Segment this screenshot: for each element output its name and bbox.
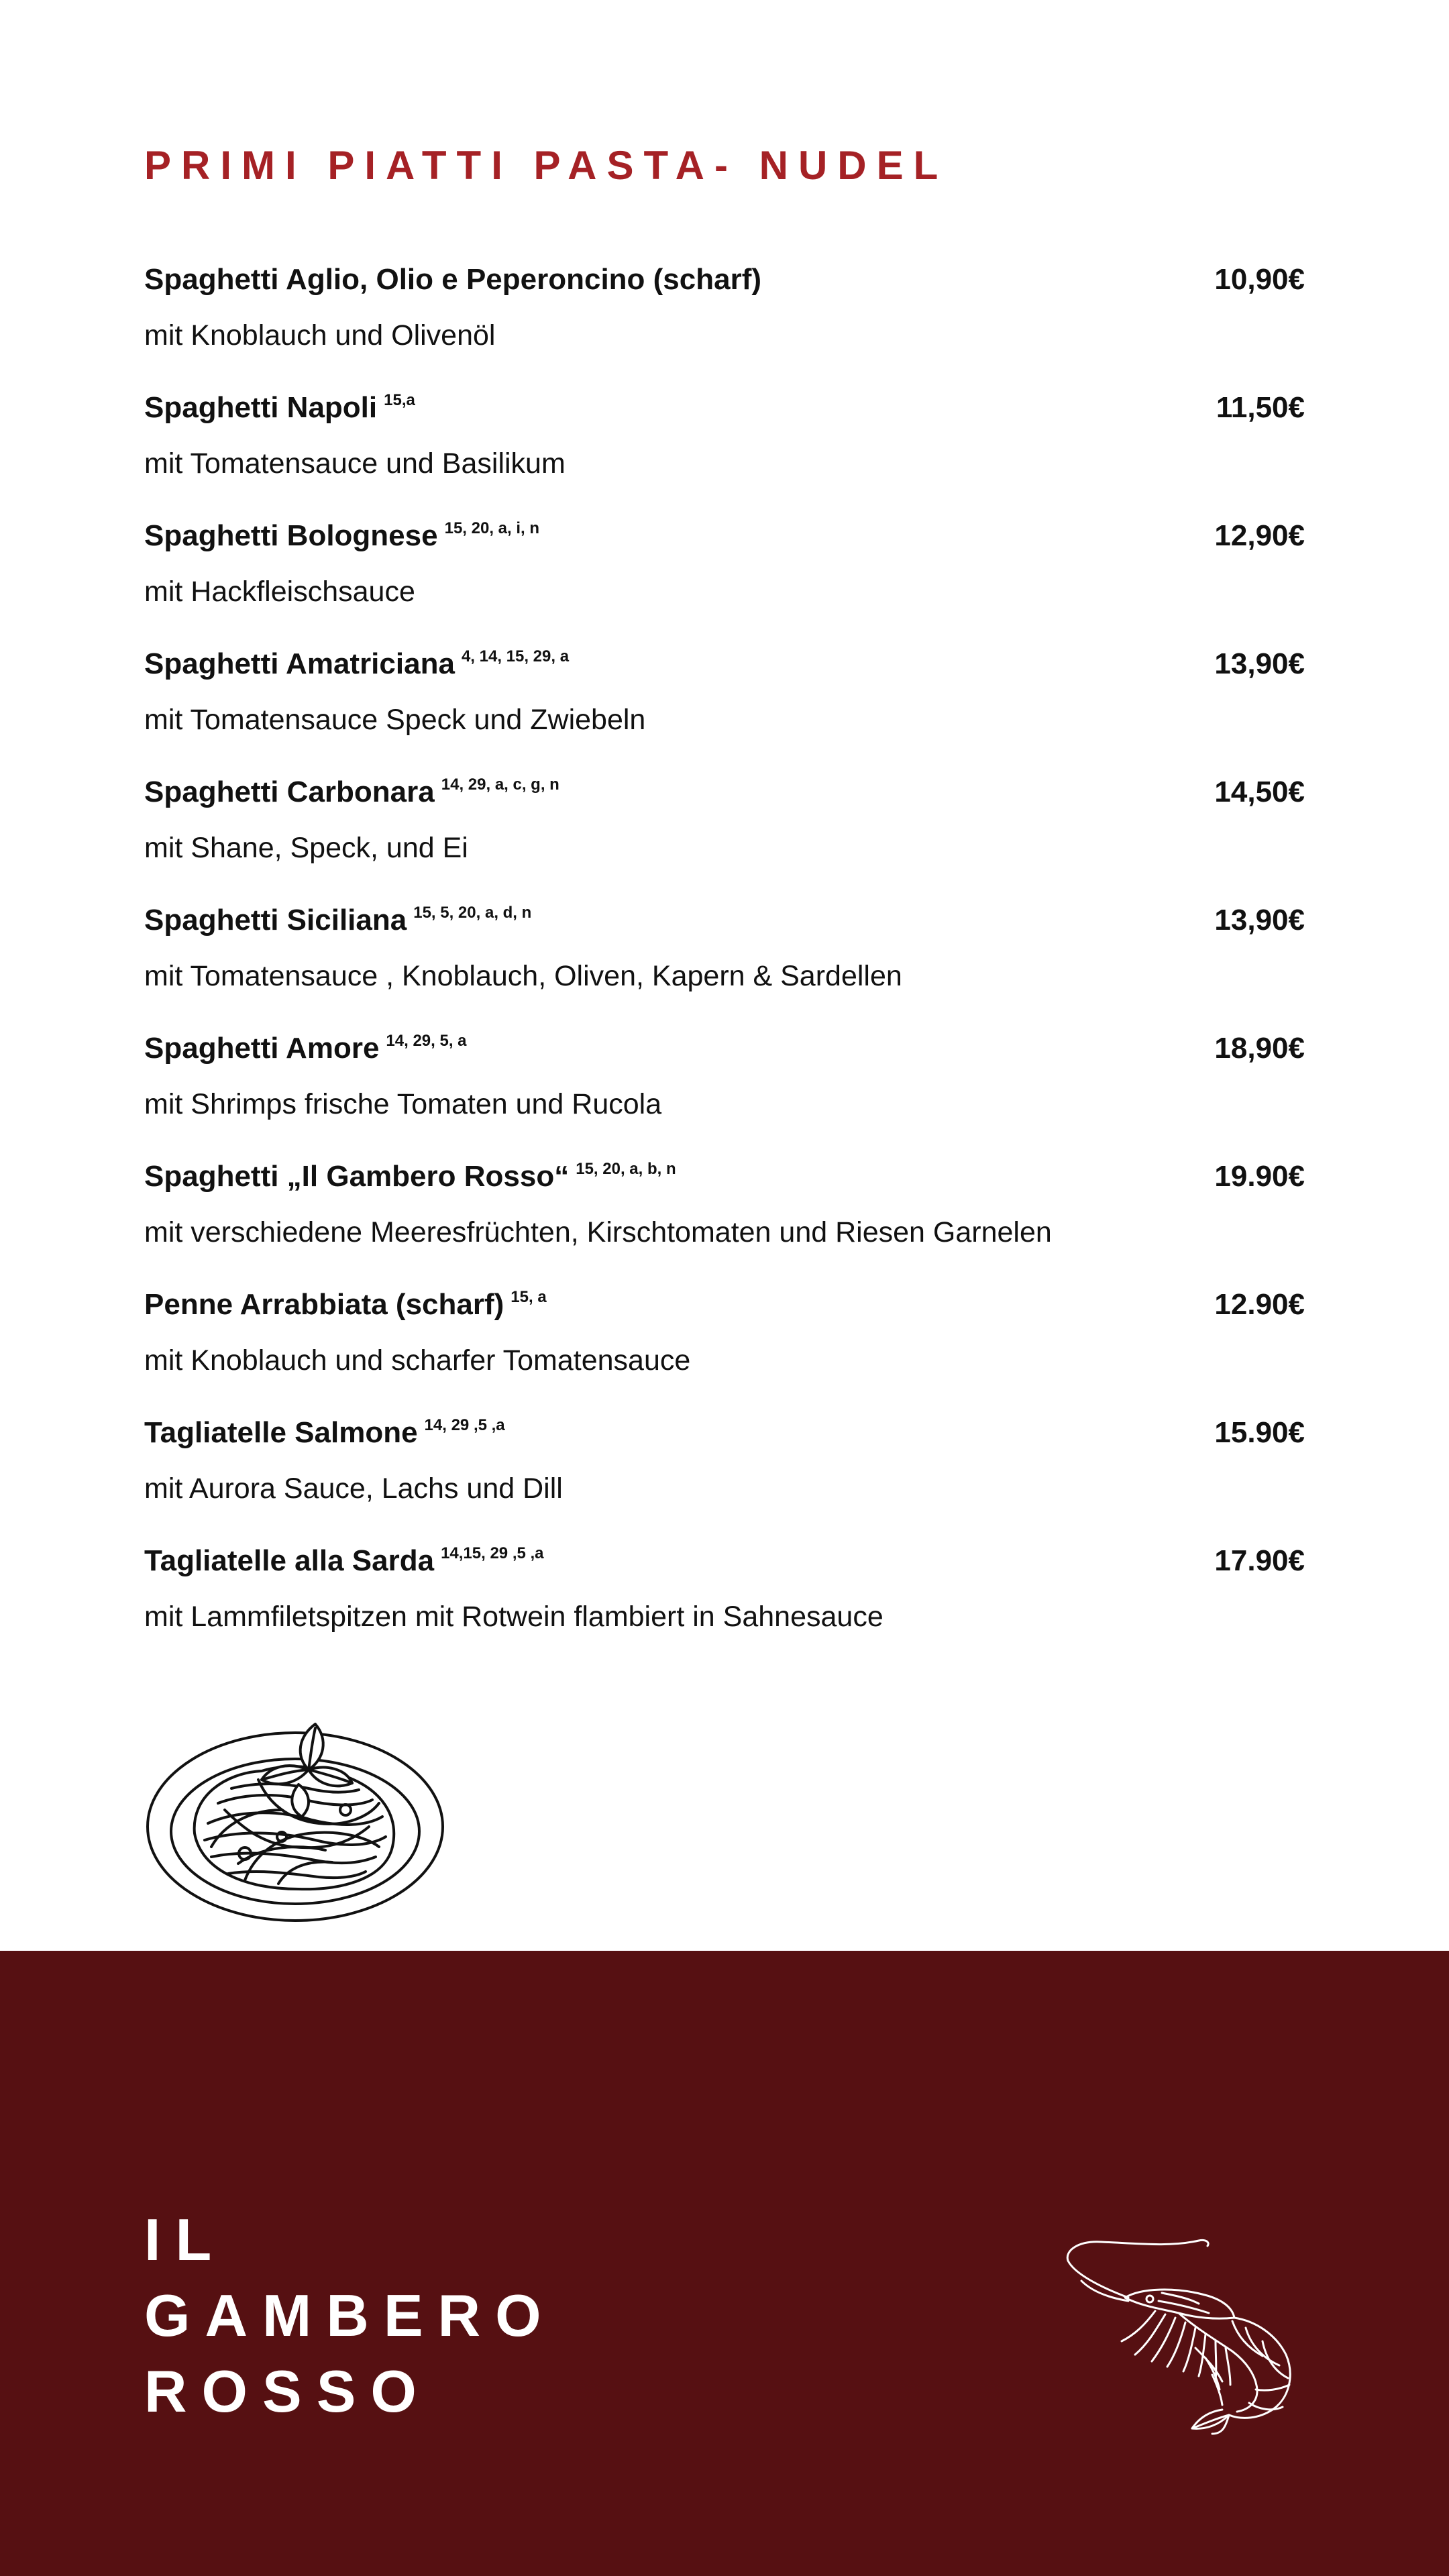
- menu-item: [144, 904, 1305, 1032]
- item-name: [144, 775, 559, 809]
- item-name: [144, 904, 531, 937]
- item-price: 15.90€: [1214, 1416, 1305, 1449]
- item-name-text: Spaghetti „Il Gambero Rosso“: [144, 1160, 570, 1193]
- menu-item: [144, 519, 1305, 647]
- spaghetti-plate-icon: [144, 1709, 446, 1931]
- menu-item: [144, 1544, 1305, 1672]
- item-description: mit Aurora Sauce, Lachs und Dill: [144, 1472, 563, 1505]
- item-name-text: Spaghetti Siciliana: [144, 904, 407, 936]
- item-name-text: Spaghetti Amore: [144, 1032, 380, 1065]
- brand-line: ROSSO: [144, 2358, 431, 2424]
- item-row: [144, 1544, 1305, 1598]
- item-price: 12,90€: [1214, 519, 1305, 552]
- menu-item: [144, 647, 1305, 775]
- item-name-text: Penne Arrabbiata (scharf): [144, 1288, 504, 1321]
- item-name: [144, 647, 569, 681]
- item-price: 12.90€: [1214, 1288, 1305, 1321]
- item-name: [144, 1288, 547, 1322]
- item-description: mit Tomatensauce Speck und Zwiebeln: [144, 704, 646, 736]
- item-description: mit Knoblauch und Olivenöl: [144, 319, 496, 352]
- menu-item: [144, 391, 1305, 519]
- item-price: 11,50€: [1216, 391, 1305, 424]
- item-allergens: 4, 14, 15, 29, a: [461, 647, 570, 665]
- item-name-text: Tagliatelle alla Sarda: [144, 1544, 435, 1577]
- item-name: [144, 1032, 467, 1065]
- item-price: 14,50€: [1214, 775, 1305, 808]
- item-name-text: Tagliatelle Salmone: [144, 1416, 418, 1449]
- item-price: 13,90€: [1214, 904, 1305, 936]
- item-row: [144, 647, 1305, 701]
- section-title: PRIMI PIATTI PASTA- NUDEL: [144, 143, 949, 188]
- item-allergens: 14, 29, a, c, g, n: [441, 775, 559, 794]
- item-name-text: Spaghetti Aglio, Olio e Peperoncino (scharf): [144, 263, 762, 296]
- item-description: mit Shrimps frische Tomaten und Rucola: [144, 1088, 662, 1120]
- item-name-text: Spaghetti Amatriciana: [144, 647, 455, 680]
- menu-list: [144, 263, 1305, 1672]
- item-description: mit Shane, Speck, und Ei: [144, 832, 468, 864]
- item-row: [144, 904, 1305, 957]
- item-name-text: Spaghetti Carbonara: [144, 775, 435, 808]
- item-row: [144, 1416, 1305, 1470]
- item-allergens: 14,15, 29 ,5 ,a: [441, 1544, 544, 1562]
- item-name: [144, 1416, 505, 1450]
- item-allergens: 14, 29 ,5 ,a: [424, 1416, 505, 1434]
- item-price: 17.90€: [1214, 1544, 1305, 1577]
- item-description: mit Tomatensauce , Knoblauch, Oliven, Kapern & Sardellen: [144, 960, 902, 992]
- brand-line: IL: [144, 2206, 227, 2273]
- item-name: [144, 1544, 544, 1578]
- item-row: [144, 1288, 1305, 1342]
- item-price: 19.90€: [1214, 1160, 1305, 1193]
- shrimp-icon: [1061, 2234, 1316, 2435]
- item-price: 10,90€: [1214, 263, 1305, 296]
- menu-item: [144, 263, 1305, 391]
- item-row: [144, 263, 1305, 317]
- item-description: mit Hackfleischsauce: [144, 576, 415, 608]
- item-name: [144, 263, 768, 297]
- item-row: [144, 519, 1305, 573]
- item-name: [144, 519, 539, 553]
- menu-item: [144, 1032, 1305, 1160]
- item-allergens: 14, 29, 5, a: [386, 1032, 467, 1050]
- item-allergens: 15, a: [511, 1288, 547, 1306]
- item-name-text: Spaghetti Napoli: [144, 391, 378, 424]
- item-row: [144, 391, 1305, 445]
- brand-name: [144, 2202, 556, 2429]
- item-description: mit Knoblauch und scharfer Tomatensauce: [144, 1344, 691, 1377]
- item-name-text: Spaghetti Bolognese: [144, 519, 438, 552]
- item-row: [144, 1032, 1305, 1085]
- item-description: mit Tomatensauce und Basilikum: [144, 447, 566, 480]
- menu-item: [144, 1288, 1305, 1416]
- item-description: mit verschiedene Meeresfrüchten, Kirschtomaten und Riesen Garnelen: [144, 1216, 1052, 1248]
- item-name: [144, 391, 415, 425]
- item-price: 13,90€: [1214, 647, 1305, 680]
- item-row: [144, 775, 1305, 829]
- item-description: mit Lammfiletspitzen mit Rotwein flambiert in Sahnesauce: [144, 1601, 883, 1633]
- brand-line: GAMBERO: [144, 2282, 556, 2349]
- item-allergens: 15, 5, 20, a, d, n: [413, 904, 532, 922]
- item-row: [144, 1160, 1305, 1214]
- menu-item: [144, 1416, 1305, 1544]
- item-name: [144, 1160, 676, 1193]
- menu-item: [144, 775, 1305, 904]
- item-price: 18,90€: [1214, 1032, 1305, 1065]
- item-allergens: 15, 20, a, i, n: [444, 519, 540, 537]
- item-allergens: 15,a: [384, 391, 415, 409]
- menu-item: [144, 1160, 1305, 1288]
- item-allergens: 15, 20, a, b, n: [576, 1160, 676, 1178]
